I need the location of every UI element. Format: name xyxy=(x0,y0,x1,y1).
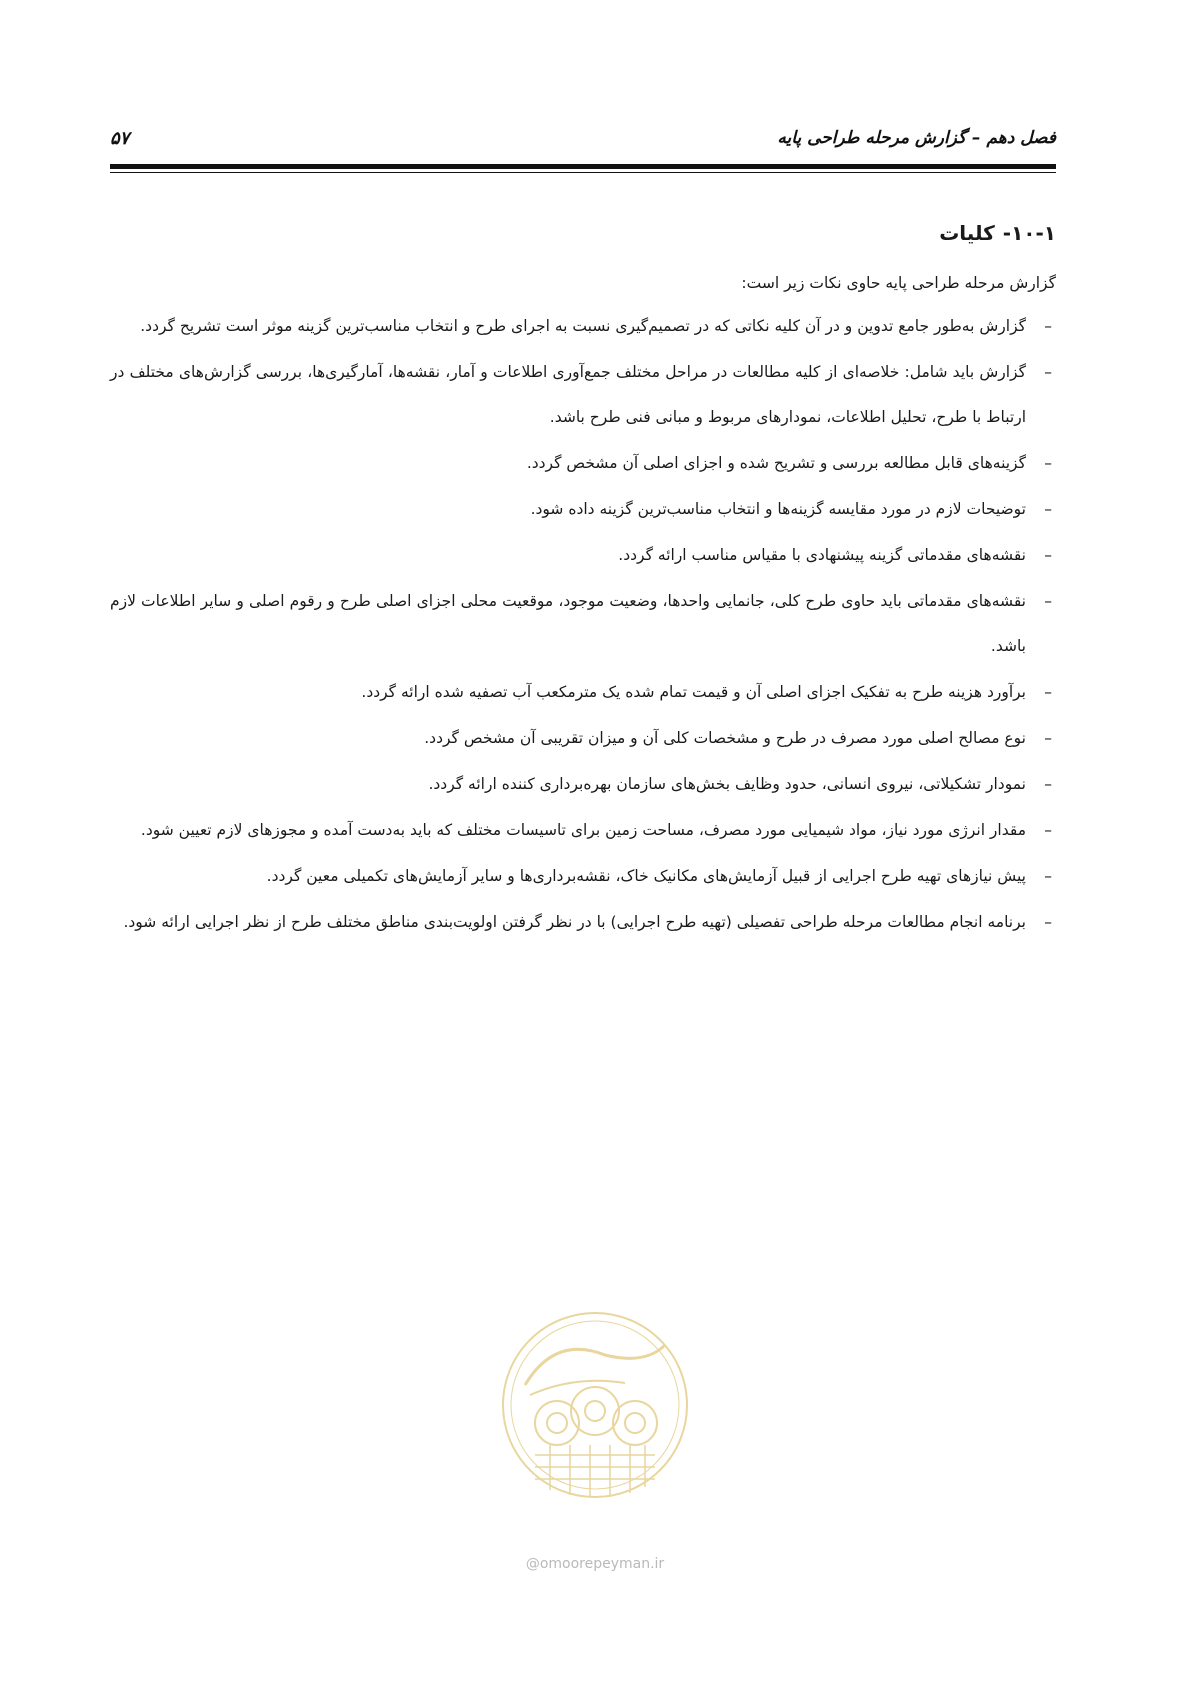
list-item-text: مقدار انرژی مورد نیاز، مواد شیمیایی مورد مصرف، مساحت زمین برای تاسیسات مختلف که باید به‌دست آمده و مجوزهای لازم تعیین شود. xyxy=(140,821,1026,839)
list-item-text: گزارش به‌طور جامع تدوین و در آن کلیه نکاتی که در تصمیم‌گیری نسبت به اجرای طرح و انتخاب مناسب‌ترین گزینه موثر است تشریح گردد. xyxy=(140,317,1026,335)
watermark-logo xyxy=(495,1305,695,1505)
section-title: کلیات xyxy=(939,221,995,245)
page-header xyxy=(110,128,1056,156)
list-item xyxy=(110,716,1056,761)
list-item-text: گزارش باید شامل: خلاصه‌ای از کلیه مطالعات در مراحل مختلف جمع‌آوری اطلاعات و آمار، نقشه‌ها، آمارگیری‌ها، بررسی گزارش‌های مختلف در ارتباط با طرح، تحلیل اطلاعات، نمودارهای مربوط و مبانی فنی طرح باشد. xyxy=(110,363,1026,426)
bullet-dash: – xyxy=(1044,592,1052,610)
section-heading xyxy=(110,218,1056,248)
watermark-site: @omoorepeyman.ir xyxy=(525,1556,665,1572)
list-item xyxy=(110,854,1056,899)
list-item-text: نقشه‌های مقدماتی گزینه پیشنهادی با مقیاس مناسب ارائه گردد. xyxy=(618,546,1026,564)
list-item xyxy=(110,670,1056,715)
bullet-dash: – xyxy=(1044,500,1052,518)
chapter-title: فصل دهم – گزارش مرحله طراحی پایه xyxy=(777,128,1056,148)
section-number: ۱۰-۱- xyxy=(1002,221,1056,245)
header-rule-thick xyxy=(110,164,1056,169)
list-item-text: برآورد هزینه طرح به تفکیک اجزای اصلی آن و قیمت تمام شده یک مترمکعب آب تصفیه شده ارائه گردد. xyxy=(361,683,1026,701)
list-item xyxy=(110,487,1056,532)
bullet-dash: – xyxy=(1044,683,1052,701)
requirements-list xyxy=(110,304,1056,945)
list-item xyxy=(110,350,1056,440)
bullet-dash: – xyxy=(1044,729,1052,747)
list-item-text: گزینه‌های قابل مطالعه بررسی و تشریح شده و اجزای اصلی آن مشخص گردد. xyxy=(526,454,1026,472)
header-rule-thin xyxy=(110,172,1056,173)
bullet-dash: – xyxy=(1044,867,1052,885)
intro-paragraph: گزارش مرحله طراحی پایه حاوی نکات زیر است: xyxy=(741,274,1056,292)
bullet-dash: – xyxy=(1044,546,1052,564)
bullet-dash: – xyxy=(1044,913,1052,931)
list-item xyxy=(110,533,1056,578)
bullet-dash: – xyxy=(1044,363,1052,381)
bullet-dash: – xyxy=(1044,821,1052,839)
list-item xyxy=(110,441,1056,486)
page-body xyxy=(110,218,1056,946)
list-item-text: پیش نیازهای تهیه طرح اجرایی از قبیل آزمایش‌های مکانیک خاک، نقشه‌برداری‌ها و سایر آزمایش‌های تکمیلی معین گردد. xyxy=(266,867,1026,885)
list-item-text: برنامه انجام مطالعات مرحله طراحی تفصیلی (تهیه طرح اجرایی) با در نظر گرفتن اولویت‌بندی مناطق مختلف طرح از نظر اجرایی ارائه شود. xyxy=(123,913,1026,931)
list-item xyxy=(110,579,1056,669)
list-item-text: نوع مصالح اصلی مورد مصرف در طرح و مشخصات کلی آن و میزان تقریبی آن مشخص گردد. xyxy=(424,729,1026,747)
bullet-dash: – xyxy=(1044,454,1052,472)
list-item-text: توضیحات لازم در مورد مقایسه گزینه‌ها و انتخاب مناسب‌ترین گزینه داده شود. xyxy=(530,500,1026,518)
list-item xyxy=(110,808,1056,853)
list-item xyxy=(110,304,1056,349)
bullet-dash: – xyxy=(1044,775,1052,793)
page-number: ۵۷ xyxy=(110,128,130,149)
list-item xyxy=(110,900,1056,945)
bullet-dash: – xyxy=(1044,317,1052,335)
list-item-text: نقشه‌های مقدماتی باید حاوی طرح کلی، جانمایی واحدها، وضعیت موجود، موقعیت محلی اجزای اصلی طرح و رقوم اصلی و سایر اطلاعات لازم باشد. xyxy=(110,592,1026,655)
list-item-text: نمودار تشکیلاتی، نیروی انسانی، حدود وظایف بخش‌های سازمان بهره‌برداری کننده ارائه گردد. xyxy=(428,775,1026,793)
list-item xyxy=(110,762,1056,807)
